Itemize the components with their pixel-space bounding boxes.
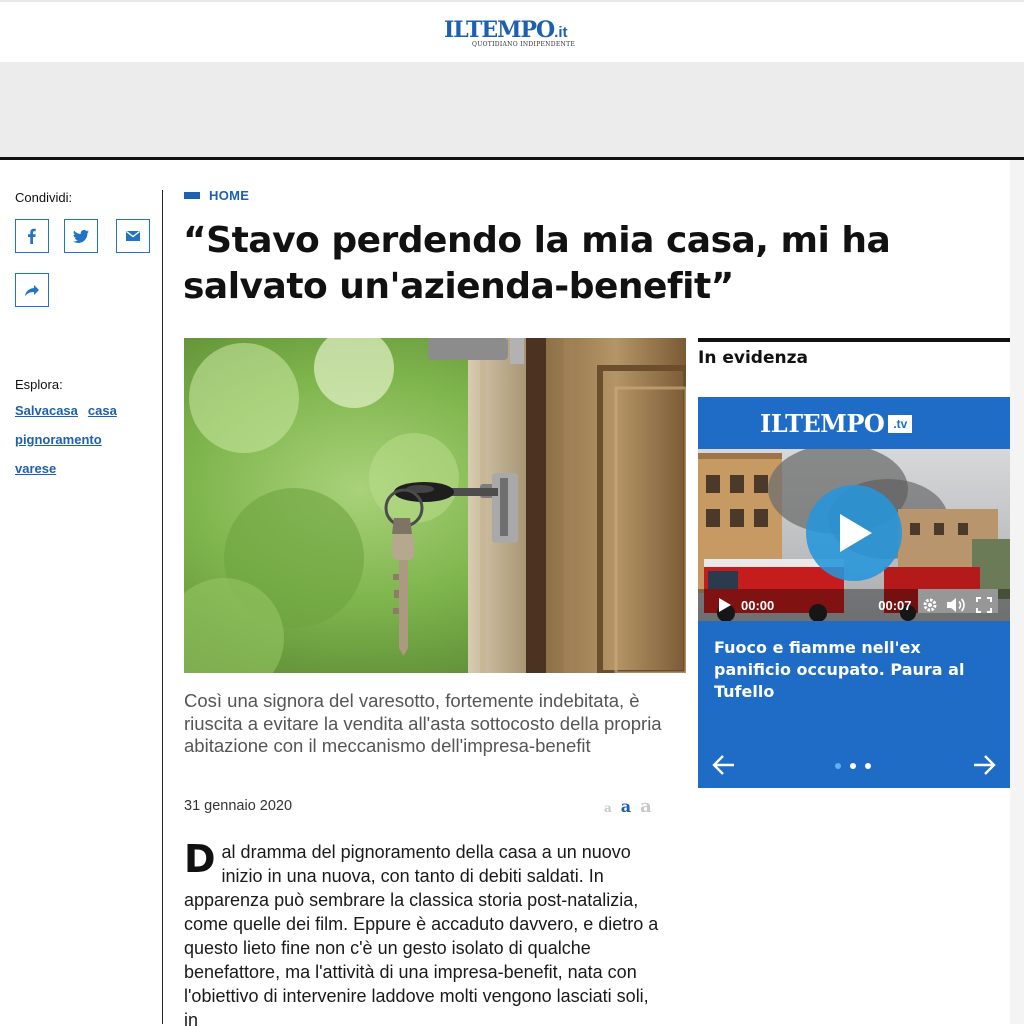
mail-icon — [125, 228, 141, 244]
play-small-icon — [718, 597, 732, 613]
arrow-left-icon — [712, 754, 736, 776]
logo-wordmark: ILTEMPO — [444, 17, 555, 43]
play-icon — [834, 511, 874, 555]
control-play-button[interactable] — [718, 597, 732, 613]
tag-link[interactable]: Salvacasa — [15, 403, 78, 418]
share-arrow-icon — [24, 282, 40, 298]
video-title[interactable]: Fuoco e fiamme nell'ex panificio occupato. Paura al Tufello — [714, 638, 965, 701]
fullscreen-icon — [976, 597, 992, 613]
evidenza-heading: In evidenza — [698, 348, 808, 368]
left-sidebar — [15, 190, 155, 483]
iltempo-tv-logo[interactable] — [760, 409, 912, 438]
video-total-time: 00:07 — [878, 597, 912, 613]
drop-cap: D — [184, 837, 216, 881]
tag-list — [15, 396, 155, 483]
tag-link[interactable]: casa — [87, 403, 117, 418]
font-size-large-button[interactable]: a — [640, 796, 652, 817]
carousel-dot[interactable] — [835, 763, 841, 769]
twitter-share-button[interactable] — [64, 219, 98, 253]
tv-logo-wordmark: ILTEMPO — [760, 409, 885, 438]
twitter-icon — [73, 228, 89, 244]
share-label: Condividi: — [15, 190, 73, 205]
site-logo[interactable] — [444, 17, 576, 48]
volume-icon — [946, 597, 966, 613]
carousel-dot[interactable] — [850, 763, 856, 769]
carousel-nav — [698, 751, 1010, 781]
generic-share-button[interactable] — [15, 273, 49, 307]
sidebar-divider — [162, 190, 163, 1024]
tag-link[interactable]: pignoramento — [15, 432, 102, 447]
carousel-dot[interactable] — [865, 763, 871, 769]
article-hero-image — [184, 338, 686, 673]
email-share-button[interactable] — [116, 219, 150, 253]
article-headline: “Stavo perdendo la mia casa, mi ha salvato un'azienda-benefit” — [183, 220, 891, 307]
video-play-button[interactable] — [806, 485, 902, 581]
page-right-margin — [1010, 160, 1024, 1024]
video-current-time: 00:00 — [741, 597, 775, 613]
video-widget — [698, 397, 1010, 788]
facebook-icon — [24, 228, 40, 244]
door-key-image — [184, 338, 686, 673]
font-size-controls — [604, 796, 652, 817]
ad-banner — [0, 62, 1024, 157]
font-size-small-button[interactable]: a — [604, 801, 612, 815]
arrow-right-icon — [972, 754, 996, 776]
header-divider — [0, 157, 1024, 160]
volume-button[interactable] — [946, 597, 966, 613]
gear-icon — [922, 597, 938, 613]
breadcrumb-marker — [184, 192, 200, 199]
carousel-next-button[interactable] — [972, 754, 996, 781]
logo-tagline: QUOTIDIANO INDIPENDENTE — [472, 41, 576, 48]
article-body-text: al dramma del pignoramento della casa a un nuovo inizio in una nuova, con tanto di debiti saldati. In apparenza può sembrare la classica storia post-natalizia, come quelle dei film. Eppure è accaduto davvero, e dietro a questo lieto fine non c'è un gesto isolato di qualche benefattore, ma l'attività di una impresa-benefit, nata con l'obiettivo di intervenire laddove molti vengono lasciati soli, in — [184, 842, 659, 1030]
facebook-share-button[interactable] — [15, 219, 49, 253]
share-buttons — [15, 219, 155, 319]
font-size-medium-button[interactable]: a — [620, 797, 632, 816]
carousel-dots — [835, 763, 871, 769]
carousel-prev-button[interactable] — [712, 754, 736, 781]
evidenza-rule — [698, 338, 1010, 342]
article-body — [184, 837, 664, 1032]
fullscreen-button[interactable] — [976, 597, 992, 613]
tv-logo-badge: .tv — [888, 415, 912, 433]
video-player[interactable] — [698, 449, 1010, 621]
tag-link[interactable]: varese — [15, 461, 57, 476]
explore-label: Esplora: — [15, 377, 63, 392]
article-summary: Così una signora del varesotto, fortemente indebitata, è riuscita a evitare la vendita all'asta sottocosto della propria abitazione con il meccanismo dell'impresa-benefit — [184, 690, 662, 756]
settings-button[interactable] — [922, 597, 938, 613]
publish-date: 31 gennaio 2020 — [184, 798, 293, 814]
breadcrumb — [184, 188, 249, 203]
breadcrumb-home-link[interactable]: HOME — [209, 188, 250, 203]
site-header — [0, 0, 1024, 62]
video-controls — [698, 589, 1010, 621]
logo-suffix: .it — [554, 24, 568, 41]
